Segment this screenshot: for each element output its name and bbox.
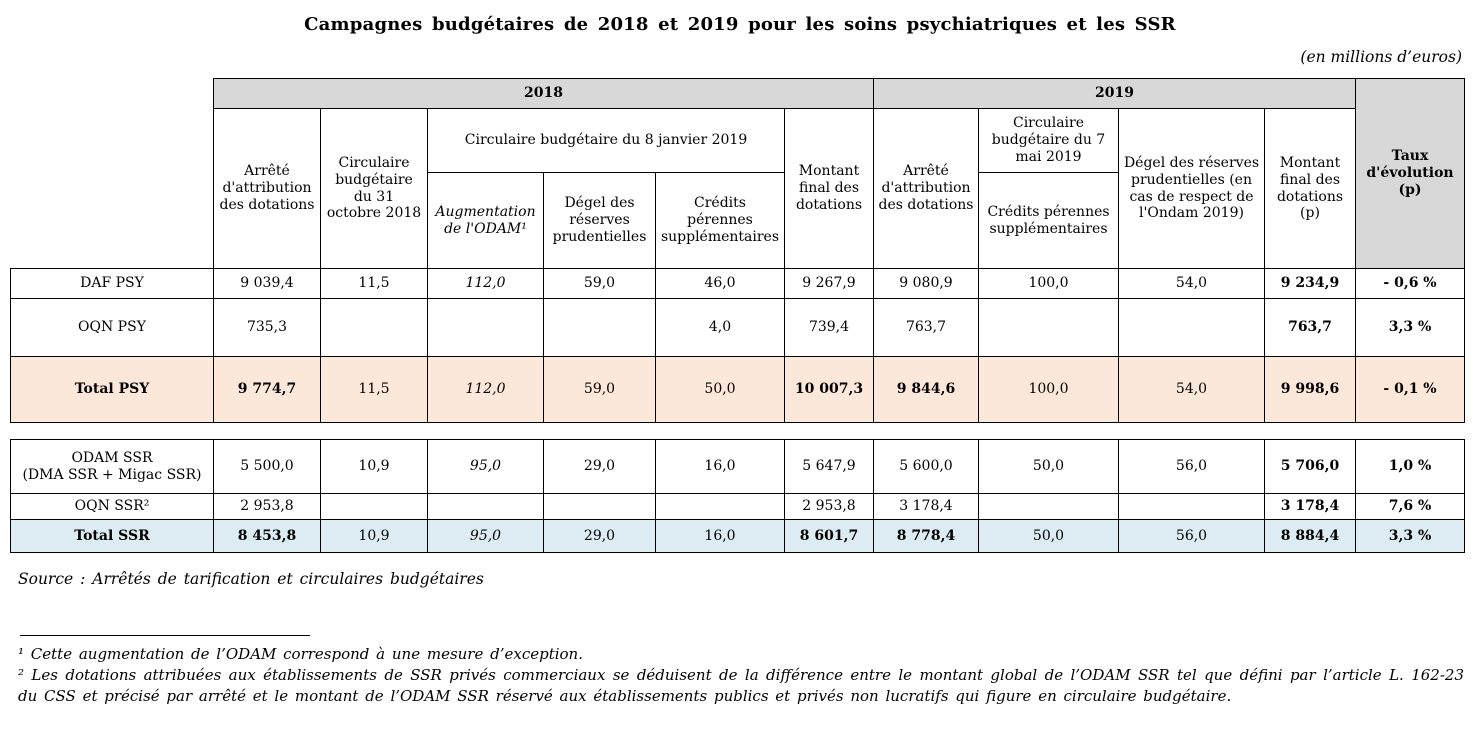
- table-cell: 9 844,6: [874, 357, 979, 423]
- table-cell: 46,0: [656, 269, 785, 299]
- table-cell: [979, 299, 1119, 357]
- table-cell: [544, 494, 656, 520]
- table-cell: 9 234,9: [1265, 269, 1356, 299]
- page: [0, 14, 1480, 750]
- table-cell: 2 953,8: [214, 494, 321, 520]
- table-cell: 735,3: [214, 299, 321, 357]
- table-cell: 8 884,4: [1265, 520, 1356, 553]
- table-cell: 95,0: [428, 520, 544, 553]
- table-cell: 29,0: [544, 440, 656, 494]
- table-cell: [979, 494, 1119, 520]
- table-cell: 739,4: [785, 299, 874, 357]
- table-cell: 5 706,0: [1265, 440, 1356, 494]
- table-cell: 54,0: [1119, 269, 1265, 299]
- header-degel-2019: Dégel des réserves prudentielles (en cas de respect de l'Ondam 2019): [1119, 109, 1265, 269]
- table-cell: 9 039,4: [214, 269, 321, 299]
- table-cell: 5 647,9: [785, 440, 874, 494]
- table-cell: 112,0: [428, 357, 544, 423]
- table-cell: 3 178,4: [874, 494, 979, 520]
- header-arrete-2019: Arrêté d'attribution des dotations: [874, 109, 979, 269]
- table-cell: 3 178,4: [1265, 494, 1356, 520]
- table-cell: - 0,1 %: [1356, 357, 1465, 423]
- row-label: Total SSR: [11, 520, 214, 553]
- table-cell: 8 778,4: [874, 520, 979, 553]
- header-degel-2018: Dégel des réserves prudentielles: [544, 173, 656, 269]
- table-cell: 112,0: [428, 269, 544, 299]
- header-augmentation-odam: Augmentation de l'ODAM¹: [428, 173, 544, 269]
- table-cell: [428, 494, 544, 520]
- row-label: DAF PSY: [11, 269, 214, 299]
- table-cell: 1,0 %: [1356, 440, 1465, 494]
- table-cell: 5 500,0: [214, 440, 321, 494]
- header-year-2018: 2018: [214, 79, 874, 109]
- footnote-2: ² Les dotations attribuées aux établissements de SSR privés commerciaux se déduisent de la différence entre le montant global de l’ODAM SSR tel que défini par l’article L. 162-23 du CSS et précisé par arrêté et le montant de l’ODAM SSR réservé aux établissements publics et privés non lucratifs qui figure en circulaire budgétaire.: [18, 666, 1464, 705]
- table-cell: 11,5: [321, 269, 428, 299]
- table-cell: 9 774,7: [214, 357, 321, 423]
- table-cell: 8 453,8: [214, 520, 321, 553]
- table-cell: [1119, 494, 1265, 520]
- row-total-ssr: [11, 520, 1465, 553]
- table-cell: 11,5: [321, 357, 428, 423]
- table-cell: 10 007,3: [785, 357, 874, 423]
- table-cell: 9 998,6: [1265, 357, 1356, 423]
- table-cell: [321, 494, 428, 520]
- table-cell: - 0,6 %: [1356, 269, 1465, 299]
- unit-note: (en millions d’euros): [1300, 48, 1462, 66]
- table-cell: [1119, 299, 1265, 357]
- table-cell: 2 953,8: [785, 494, 874, 520]
- table-cell: 50,0: [656, 357, 785, 423]
- table-cell: 7,6 %: [1356, 494, 1465, 520]
- header-circulaire-jan-2019: Circulaire budgétaire du 8 janvier 2019: [428, 109, 785, 173]
- header-montant-final-2018: Montant final des dotations: [785, 109, 874, 269]
- row-label: OQN SSR²: [11, 494, 214, 520]
- row-label-line1: ODAM SSR: [71, 449, 153, 466]
- header-credits-2019: Crédits pérennes supplémentaires: [979, 173, 1119, 269]
- table-cell: [544, 299, 656, 357]
- header-row-years: [11, 79, 1465, 109]
- table-cell: 8 601,7: [785, 520, 874, 553]
- header-circulaire-oct-2018: Circulaire budgétaire du 31 octobre 2018: [321, 109, 428, 269]
- header-credits-2018: Crédits pérennes supplémentaires: [656, 173, 785, 269]
- row-label-line2: (DMA SSR + Migac SSR): [22, 466, 202, 483]
- header-montant-final-2019: Montant final des dotations (p): [1265, 109, 1356, 269]
- table-cell: 54,0: [1119, 357, 1265, 423]
- table-cell: 59,0: [544, 269, 656, 299]
- row-label: [11, 440, 214, 494]
- table-cell: 9 080,9: [874, 269, 979, 299]
- table-cell: 10,9: [321, 520, 428, 553]
- table-cell: 100,0: [979, 357, 1119, 423]
- row-oqn-psy: [11, 299, 1465, 357]
- table-cell: [428, 299, 544, 357]
- source-line: Source : Arrêtés de tarification et circulaires budgétaires: [18, 570, 484, 588]
- table-cell: 9 267,9: [785, 269, 874, 299]
- table-cell: 10,9: [321, 440, 428, 494]
- table-cell: 4,0: [656, 299, 785, 357]
- header-taux: Taux d'évolution (p): [1356, 79, 1465, 269]
- row-total-psy: [11, 357, 1465, 423]
- footnote-divider: [20, 635, 310, 636]
- page-title: Campagnes budgétaires de 2018 et 2019 pour les soins psychiatriques et les SSR: [304, 14, 1176, 35]
- table-cell: [656, 494, 785, 520]
- header-arrete-2018: Arrêté d'attribution des dotations: [214, 109, 321, 269]
- table-cell: 3,3 %: [1356, 520, 1465, 553]
- footnotes: [18, 644, 1464, 707]
- table-cell: 59,0: [544, 357, 656, 423]
- ssr-table: [10, 439, 1465, 553]
- table-cell: 29,0: [544, 520, 656, 553]
- row-label: OQN PSY: [11, 299, 214, 357]
- corner-spacer: [11, 79, 214, 269]
- table-cell: 3,3 %: [1356, 299, 1465, 357]
- table-cell: 5 600,0: [874, 440, 979, 494]
- row-oqn-ssr: [11, 494, 1465, 520]
- table-cell: 50,0: [979, 440, 1119, 494]
- header-year-2019: 2019: [874, 79, 1356, 109]
- header-row-groups: [11, 109, 1465, 173]
- table-cell: 763,7: [1265, 299, 1356, 357]
- psy-table: [10, 78, 1465, 423]
- table-cell: 100,0: [979, 269, 1119, 299]
- row-label: Total PSY: [11, 357, 214, 423]
- table-cell: 50,0: [979, 520, 1119, 553]
- table-cell: 16,0: [656, 440, 785, 494]
- row-daf-psy: [11, 269, 1465, 299]
- table-cell: 16,0: [656, 520, 785, 553]
- table-cell: [321, 299, 428, 357]
- row-odam-ssr: [11, 440, 1465, 494]
- table-cell: 763,7: [874, 299, 979, 357]
- footnote-1: ¹ Cette augmentation de l’ODAM correspond à une mesure d’exception.: [18, 645, 583, 663]
- table-cell: 56,0: [1119, 520, 1265, 553]
- table-cell: 56,0: [1119, 440, 1265, 494]
- header-circulaire-mai-2019: Circulaire budgétaire du 7 mai 2019: [979, 109, 1119, 173]
- table-cell: 95,0: [428, 440, 544, 494]
